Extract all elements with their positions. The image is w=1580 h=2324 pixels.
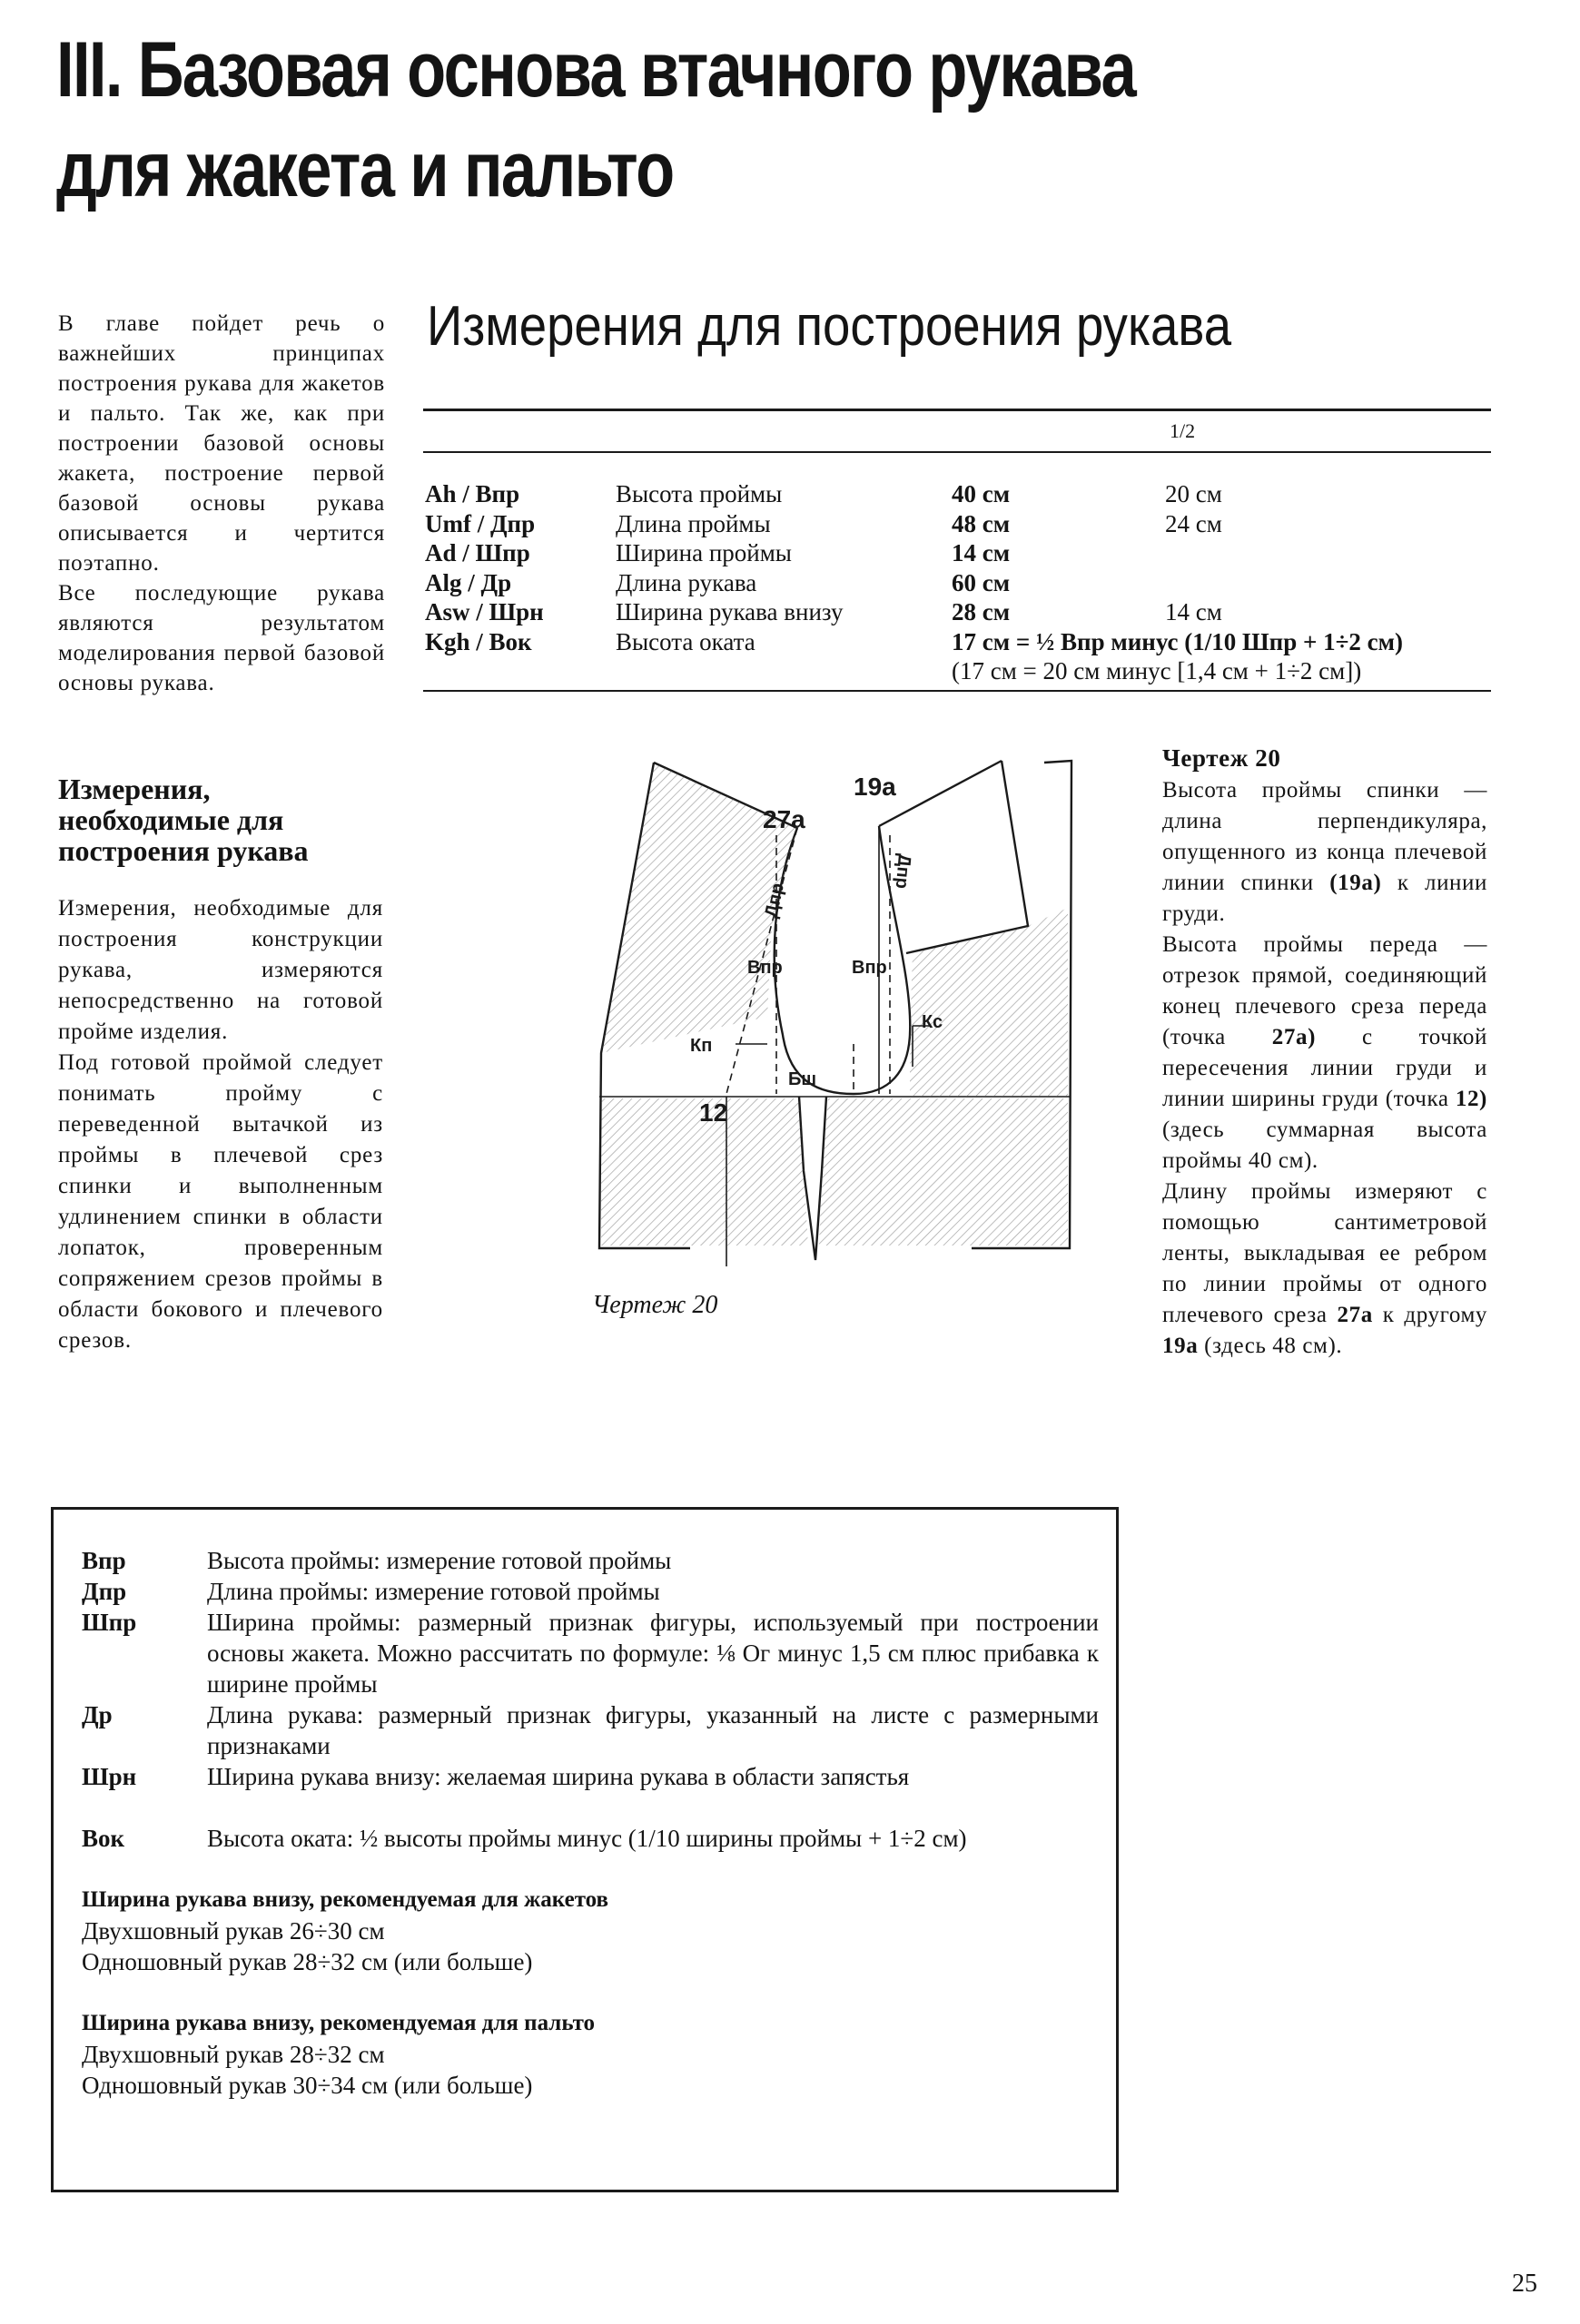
- definition-text: Длина проймы: измерение готовой проймы: [207, 1578, 660, 1605]
- label-27a: 27а: [763, 805, 805, 833]
- definitions-list: [82, 1545, 1099, 2101]
- measurement-name: Высота проймы: [616, 480, 783, 507]
- intro-paragraph-1: В главе пойдет речь о важнейших принципах построения рукава для жакетов и пальто. Так же, как при построении базовой основы жакета, построение первой базовой основы рукава описывается и чертится поэтапно.: [58, 311, 385, 576]
- intro-text: [58, 309, 385, 698]
- measurement-name: Ширина рукава внизу: [616, 598, 844, 625]
- measurement-name: Длина проймы: [616, 509, 771, 537]
- definition-row: [82, 1823, 1099, 1854]
- definition-text: Ширина проймы: размерный признак фигуры, используемый при построении основы жакета. Можно рассчитать по формуле: ⅛ Ог минус 1,5 см плюс прибавка к ширине проймы: [207, 1609, 1099, 1698]
- measurement-half: 24 см: [1165, 509, 1222, 537]
- recommend-jacket-line1: Двухшовный рукав 26÷30 см: [82, 1917, 385, 1945]
- definition-row: [82, 1545, 1099, 1576]
- section-title: Измерения для построения рукава: [427, 295, 1232, 358]
- label-dpr-left: Дпр: [761, 881, 788, 921]
- measurement-row: [425, 627, 1496, 657]
- measurement-formula: (17 см = 20 см минус [1,4 см + 1÷2 см]): [952, 657, 1362, 684]
- page-number: 25: [1512, 2270, 1537, 2298]
- label-vpr-left: Впр: [747, 958, 783, 978]
- hatch-areas: [601, 763, 1068, 1246]
- definition-key: Дпр: [82, 1578, 127, 1605]
- measurement-formula-row: [425, 656, 1496, 686]
- sidebar-paragraph-1: Измерения, необходимые для построения конструкции рукава, измеряются непосредственно на готовой пройме изделия.: [58, 896, 383, 1044]
- sidebar-text: [58, 893, 383, 1356]
- definition-text: Высота оката: ½ высоты проймы минус (1/10 ширины проймы + 1÷2 см): [207, 1825, 967, 1852]
- definition-row: [82, 1761, 1099, 1792]
- sidebar-heading-line2: необходимые для: [58, 803, 284, 836]
- definition-row: [82, 1576, 1099, 1607]
- figure-notes-heading: Чертеж 20: [1162, 744, 1281, 772]
- intro-paragraph-2: Все последующие рукава являются результатом моделирования первой базовой основы рукава.: [58, 581, 385, 695]
- measurement-value: 48 см: [952, 509, 1011, 537]
- table-top-rule: [423, 409, 1491, 411]
- measurement-row: [425, 538, 1496, 568]
- measurement-code: Kgh / Вок: [425, 627, 532, 655]
- figure-notes: [1162, 743, 1487, 1362]
- measurement-value: 14 см: [952, 539, 1011, 566]
- recommend-coat: [82, 2008, 1099, 2101]
- measurement-code: Alg / Др: [425, 568, 512, 596]
- chapter-title-line2: для жакета и пальто: [56, 126, 674, 213]
- definition-rows: [82, 1545, 1099, 1854]
- measurement-name: Высота оката: [616, 627, 755, 655]
- measurement-value: 60 см: [952, 568, 1011, 596]
- measurement-half: 20 см: [1165, 480, 1222, 507]
- label-kp: Кп: [690, 1036, 713, 1056]
- back-shoulder-piece: [906, 761, 1028, 953]
- armhole-drawing: [581, 744, 1090, 1289]
- label-ks: Кс: [922, 1012, 943, 1032]
- measurement-row: [425, 509, 1496, 539]
- sidebar-heading-line3: построения рукава: [58, 834, 309, 867]
- definition-key: Вок: [82, 1825, 125, 1852]
- measurement-code: Umf / Дпр: [425, 509, 536, 537]
- chapter-title: [56, 20, 1248, 220]
- definition-row: [82, 1607, 1099, 1699]
- measurement-name: Ширина проймы: [616, 539, 792, 566]
- definition-row: [82, 1699, 1099, 1761]
- definition-key: Шпр: [82, 1609, 137, 1636]
- measurement-code: Ah / Впр: [425, 480, 520, 507]
- label-dpr-right: Дпр: [891, 852, 914, 890]
- measurement-row: [425, 597, 1496, 627]
- recommend-coat-heading: Ширина рукава внизу, рекомендуемая для пальто: [82, 2011, 596, 2035]
- definition-key: Впр: [82, 1547, 126, 1574]
- recommend-jacket-heading: Ширина рукава внизу, рекомендуемая для жакетов: [82, 1887, 609, 1912]
- definition-key: Шрн: [82, 1763, 137, 1790]
- measurement-value: 17 см = ½ Впр минус (1/10 Шпр + 1÷2 см): [952, 627, 1404, 655]
- definition-key: Др: [82, 1701, 113, 1728]
- figure-notes-paragraph-1: Высота проймы спинки — длина перпендикуляра, опущенного из конца плечевой линии спинки (19а) к линии груди.: [1162, 778, 1487, 926]
- label-bsh: Бш: [788, 1069, 817, 1089]
- table-bottom-rule: [423, 690, 1491, 692]
- sidebar-paragraph-2: Под готовой проймой следует понимать пройму с переведенной вытачкой из проймы в плечевой срез спинки и выполненным удлинением спинки в области лопаток, проверенным сопряжением срезов проймы в области бокового и плечевого срезов.: [58, 1050, 383, 1353]
- label-vpr-right: Впр: [852, 958, 887, 978]
- definition-text: Высота проймы: измерение готовой проймы: [207, 1547, 672, 1574]
- recommend-jacket-line2: Одношовный рукав 28÷32 см (или больше): [82, 1948, 533, 1975]
- figure-notes-paragraph-3: Длину проймы измеряют с помощью сантиметровой ленты, выкладывая ее ребром по линии проймы от одного плечевого среза 27а к другому 19а (здесь 48 см).: [1162, 1179, 1487, 1358]
- measurements-table: [425, 479, 1496, 686]
- back-shoulder-line: [879, 761, 1002, 826]
- label-12: 12: [699, 1098, 728, 1127]
- chapter-title-line1: III. Базовая основа втачного рукава: [56, 26, 1136, 113]
- figure-notes-paragraph-2: Высота проймы переда — отрезок прямой, соединяющий конец плечевого среза переда (точка 27а) с точкой пересечения линии груди и линии ширины груди (точка 12) (здесь суммарная высота проймы 40 см).: [1162, 932, 1487, 1173]
- recommend-jacket: [82, 1885, 1099, 1977]
- label-19a: 19а: [854, 773, 896, 801]
- sidebar-heading: [58, 773, 394, 866]
- measurement-code: Asw / Шрн: [425, 598, 544, 625]
- measurement-name: Длина рукава: [616, 568, 757, 596]
- drawing-caption: Чертеж 20: [592, 1291, 718, 1319]
- measurement-half: 14 см: [1165, 598, 1222, 625]
- measurement-row: [425, 479, 1496, 509]
- measurement-value: 40 см: [952, 480, 1011, 507]
- measurement-row: [425, 568, 1496, 598]
- measurement-code: Ad / Шпр: [425, 539, 530, 566]
- table-header-rule: [423, 451, 1491, 453]
- measurement-value: 28 см: [952, 598, 1011, 625]
- sidebar-heading-line1: Измерения,: [58, 773, 211, 805]
- recommend-coat-line2: Одношовный рукав 30÷34 см (или больше): [82, 2072, 533, 2099]
- recommend-coat-line1: Двухшовный рукав 28÷32 см: [82, 2041, 385, 2068]
- definition-text: Ширина рукава внизу: желаемая ширина рукава в области запястья: [207, 1763, 910, 1790]
- definition-text: Длина рукава: размерный признак фигуры, указанный на листе с размерными признаками: [207, 1701, 1099, 1759]
- half-column-header: 1/2: [1170, 419, 1196, 442]
